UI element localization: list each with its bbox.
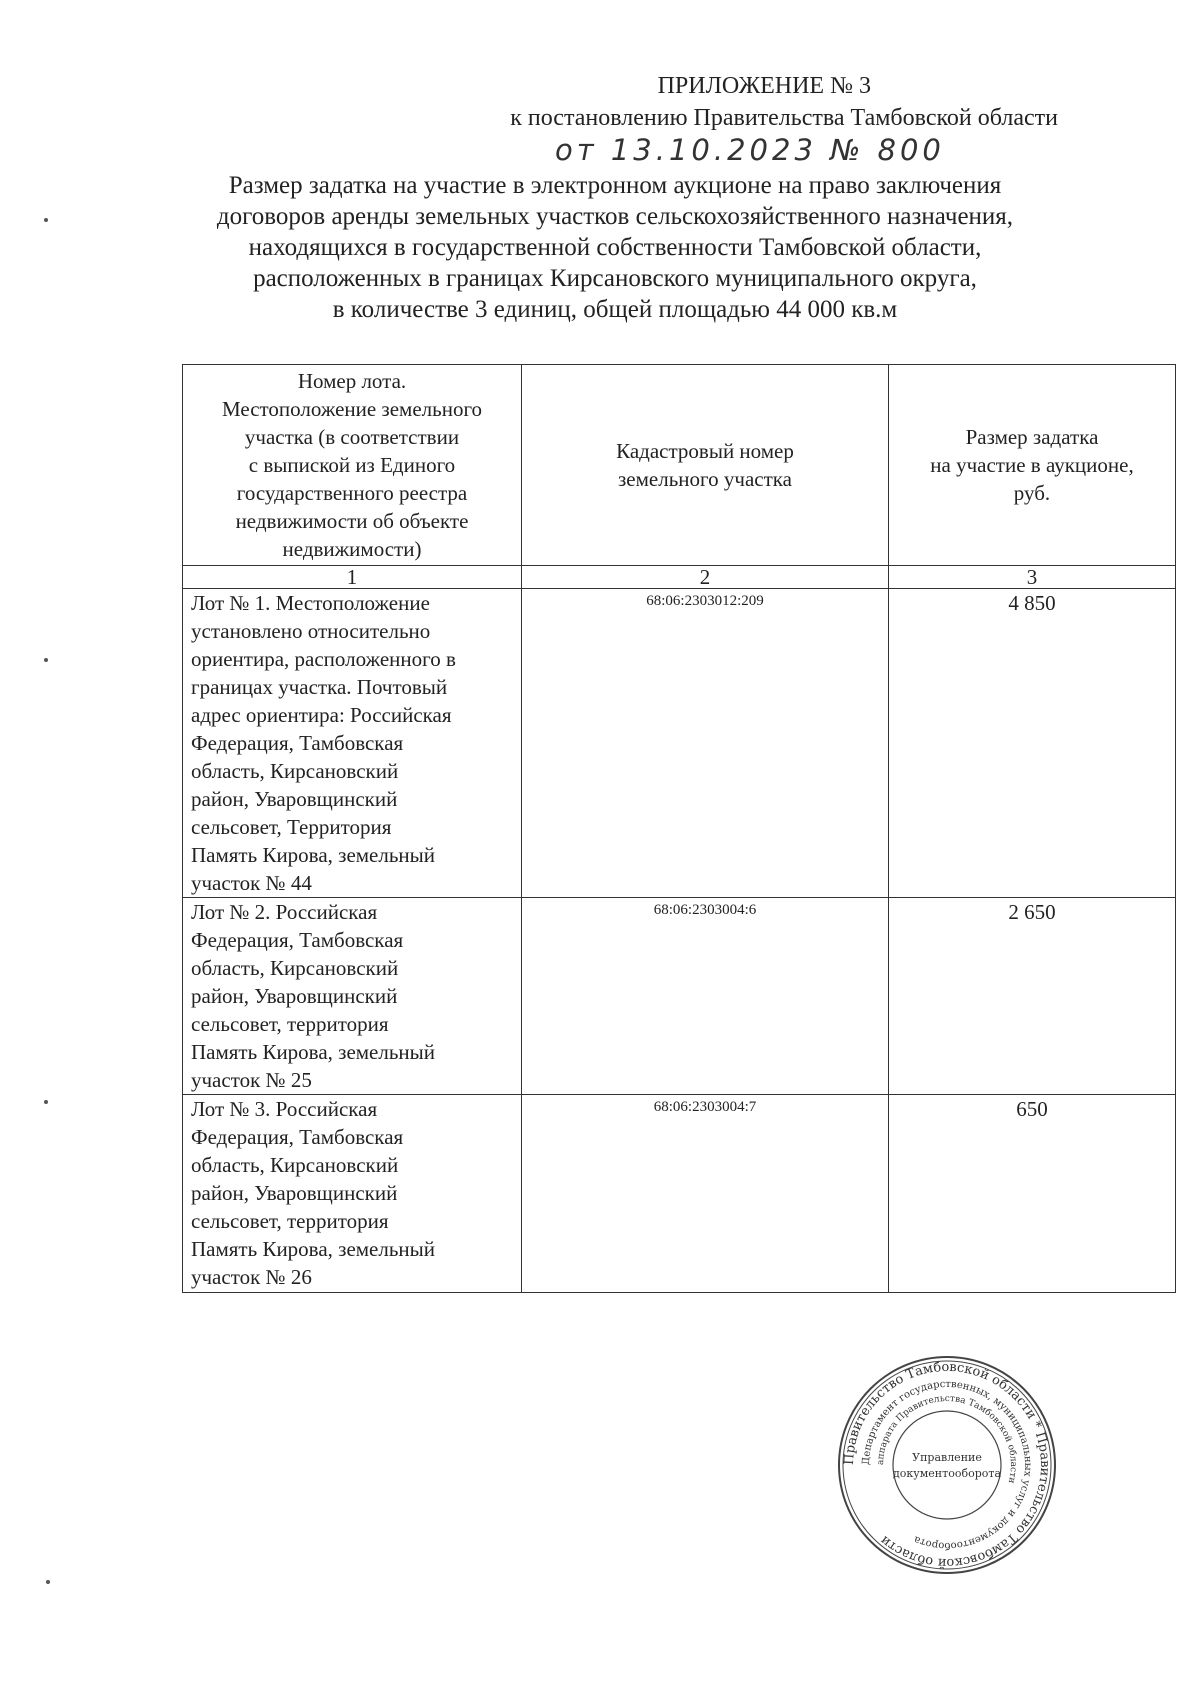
header-cadastral-number: Кадастровый номер земельного участка (522, 365, 889, 566)
deposit-amount-cell: 4 850 (889, 589, 1176, 898)
title-line: Размер задатка на участие в электронном аукционе на право заключения (228, 172, 1002, 199)
deposit-amount-cell: 2 650 (889, 898, 1176, 1095)
title-line: находящихся в государственной собственности Тамбовской области, (248, 234, 982, 261)
column-number: 3 (889, 566, 1176, 589)
column-number-row (183, 566, 1176, 589)
stamp-middle-text: Департамент государственных, муниципальных услуг и документооборота (860, 1378, 1034, 1552)
deposit-table-wrap (182, 364, 1176, 1293)
stamp-inner-text: аппарата Правительства Тамбовской области (875, 1393, 1019, 1485)
cadastral-number-cell: 68:06:2303004:7 (522, 1095, 889, 1293)
resolution-reference: к постановлению Правительства Тамбовской области (510, 105, 1058, 131)
deposit-amount-cell: 650 (889, 1095, 1176, 1293)
stamp-center-line: документооборота (892, 1467, 1002, 1480)
scan-speck (46, 1580, 50, 1584)
stamp-outer-text: Правительство Тамбовской области * Правительство Тамбовской области (841, 1359, 1053, 1571)
table-row (183, 898, 1176, 1095)
title-line: расположенных в границах Кирсановского муниципального округа, (253, 265, 977, 292)
table-header-row (183, 365, 1176, 566)
document-title (150, 170, 1080, 325)
lot-location-cell: Лот № 3. Российская Федерация, Тамбовская область, Кирсановский район, Уваровщинский сельсовет, территория Память Кирова, земельный участок № 26 (183, 1095, 522, 1293)
cadastral-number-cell: 68:06:2303004:6 (522, 898, 889, 1095)
header-block (510, 70, 1058, 134)
table-row (183, 589, 1176, 898)
lot-location-cell: Лот № 2. Российская Федерация, Тамбовская область, Кирсановский район, Уваровщинский сельсовет, территория Память Кирова, земельный участок № 25 (183, 898, 522, 1095)
header-lot-location: Номер лота. Местоположение земельного участка (в соответствии с выпиской из Единого государственного реестра недвижимости об объекте недвижимости) (183, 365, 522, 566)
stamp-center-ring (893, 1411, 1001, 1519)
column-number: 2 (522, 566, 889, 589)
scan-speck (44, 218, 48, 222)
appendix-title: ПРИЛОЖЕНИЕ № 3 (657, 73, 871, 99)
scan-speck (44, 658, 48, 662)
title-line: в количестве 3 единиц, общей площадью 44 000 кв.м (332, 296, 898, 323)
handwritten-date-number: от 13.10.2023 № 800 (555, 133, 945, 167)
deposit-table (182, 364, 1176, 1293)
title-line: договоров аренды земельных участков сельскохозяйственного назначения, (216, 203, 1014, 230)
scan-speck (44, 1100, 48, 1104)
cadastral-number-cell: 68:06:2303012:209 (522, 589, 889, 898)
column-number: 1 (183, 566, 522, 589)
header-deposit-amount: Размер задатка на участие в аукционе, руб. (889, 365, 1176, 566)
lot-location-cell: Лот № 1. Местоположение установлено относительно ориентира, расположенного в границах участка. Почтовый адрес ориентира: Российская Федерация, Тамбовская область, Кирсановский район, Уваровщинский сельсовет, Территория Память Кирова, земельный участок № 44 (183, 589, 522, 898)
official-stamp (836, 1354, 1058, 1576)
stamp-center-line: Управление (912, 1451, 982, 1464)
table-row (183, 1095, 1176, 1293)
